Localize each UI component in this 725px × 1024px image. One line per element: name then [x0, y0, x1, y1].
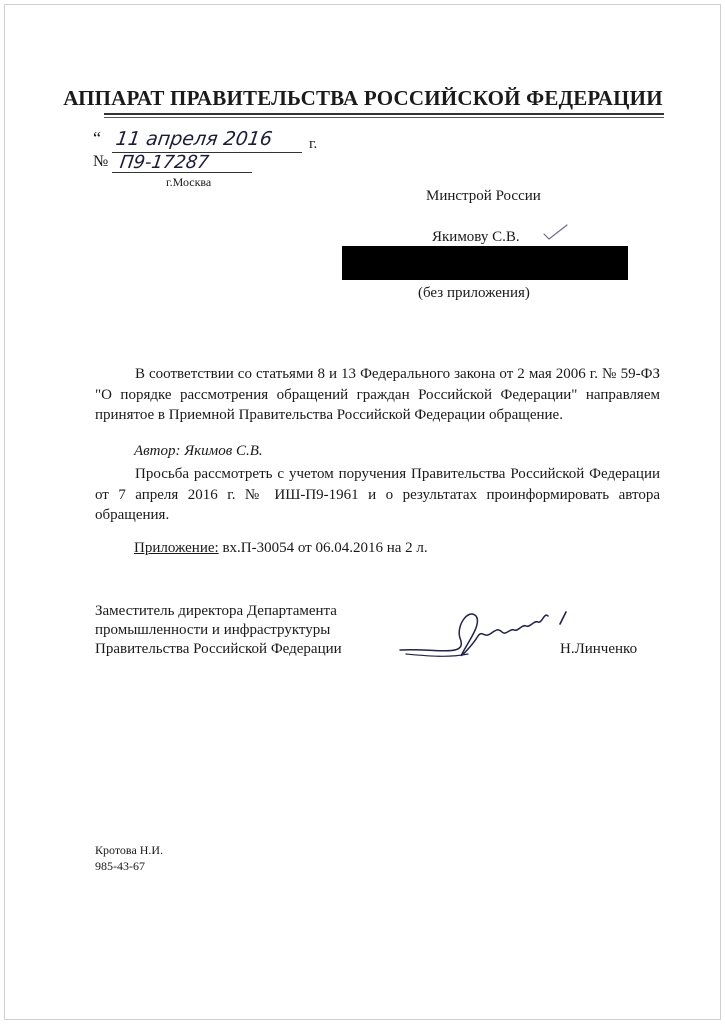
- check-mark-icon: [540, 222, 570, 244]
- signatory-title-line-2: промышленности и инфраструктуры: [95, 622, 331, 638]
- redaction-block: [342, 246, 628, 280]
- addressee-name: Якимову С.В.: [432, 229, 520, 245]
- body-paragraph-2-text: Просьба рассмотреть с учетом поручения Правительства Российской Федерации от 7 апреля 2016 г. № ИШ-П9-1961 и о результатах проинформировать автора обращения.: [95, 466, 660, 523]
- date-open-quote: “: [93, 128, 101, 148]
- body-paragraph-1-text: В соответствии со статьями 8 и 13 Федерального закона от 2 мая 2006 г. № 59-ФЗ "О порядке рассмотрения обращений граждан Российской Федерации" направляем принятое в Приемной Правительства Российской Федерации обращение.: [95, 366, 660, 423]
- signatory-title-line-1: Заместитель директора Департамента: [95, 603, 337, 619]
- body-paragraph-2: [95, 464, 660, 526]
- executor-phone: 985-43-67: [95, 859, 145, 873]
- header-rule: [104, 113, 664, 115]
- signer-name: Н.Линченко: [560, 641, 638, 657]
- handwritten-date: 11 апреля 2016: [114, 128, 274, 150]
- number-underline: [112, 172, 252, 173]
- signatory-title: [95, 602, 342, 659]
- addressee-organization: Минстрой России: [426, 188, 541, 204]
- attachment-line: [134, 540, 428, 557]
- body-paragraph-1: [95, 364, 660, 426]
- organization-title: АППАРАТ ПРАВИТЕЛЬСТВА РОССИЙСКОЙ ФЕДЕРАЦИИ: [63, 86, 663, 110]
- city: г.Москва: [166, 175, 212, 189]
- executor-info: [95, 842, 163, 874]
- handwritten-number: П9-17287: [118, 152, 211, 173]
- signatory-title-line-3: Правительства Российской Федерации: [95, 641, 342, 657]
- date-year-suffix: г.: [309, 136, 318, 152]
- addressee-note: (без приложения): [418, 285, 530, 301]
- header-rule-thin: [104, 117, 664, 118]
- attachment-text: вх.П-30054 от 06.04.2016 на 2 л.: [218, 540, 428, 556]
- author-line: Автор: Якимов С.В.: [134, 443, 263, 459]
- executor-name: Кротова Н.И.: [95, 843, 164, 857]
- number-sign: №: [93, 153, 109, 170]
- attachment-label: Приложение:: [134, 540, 219, 556]
